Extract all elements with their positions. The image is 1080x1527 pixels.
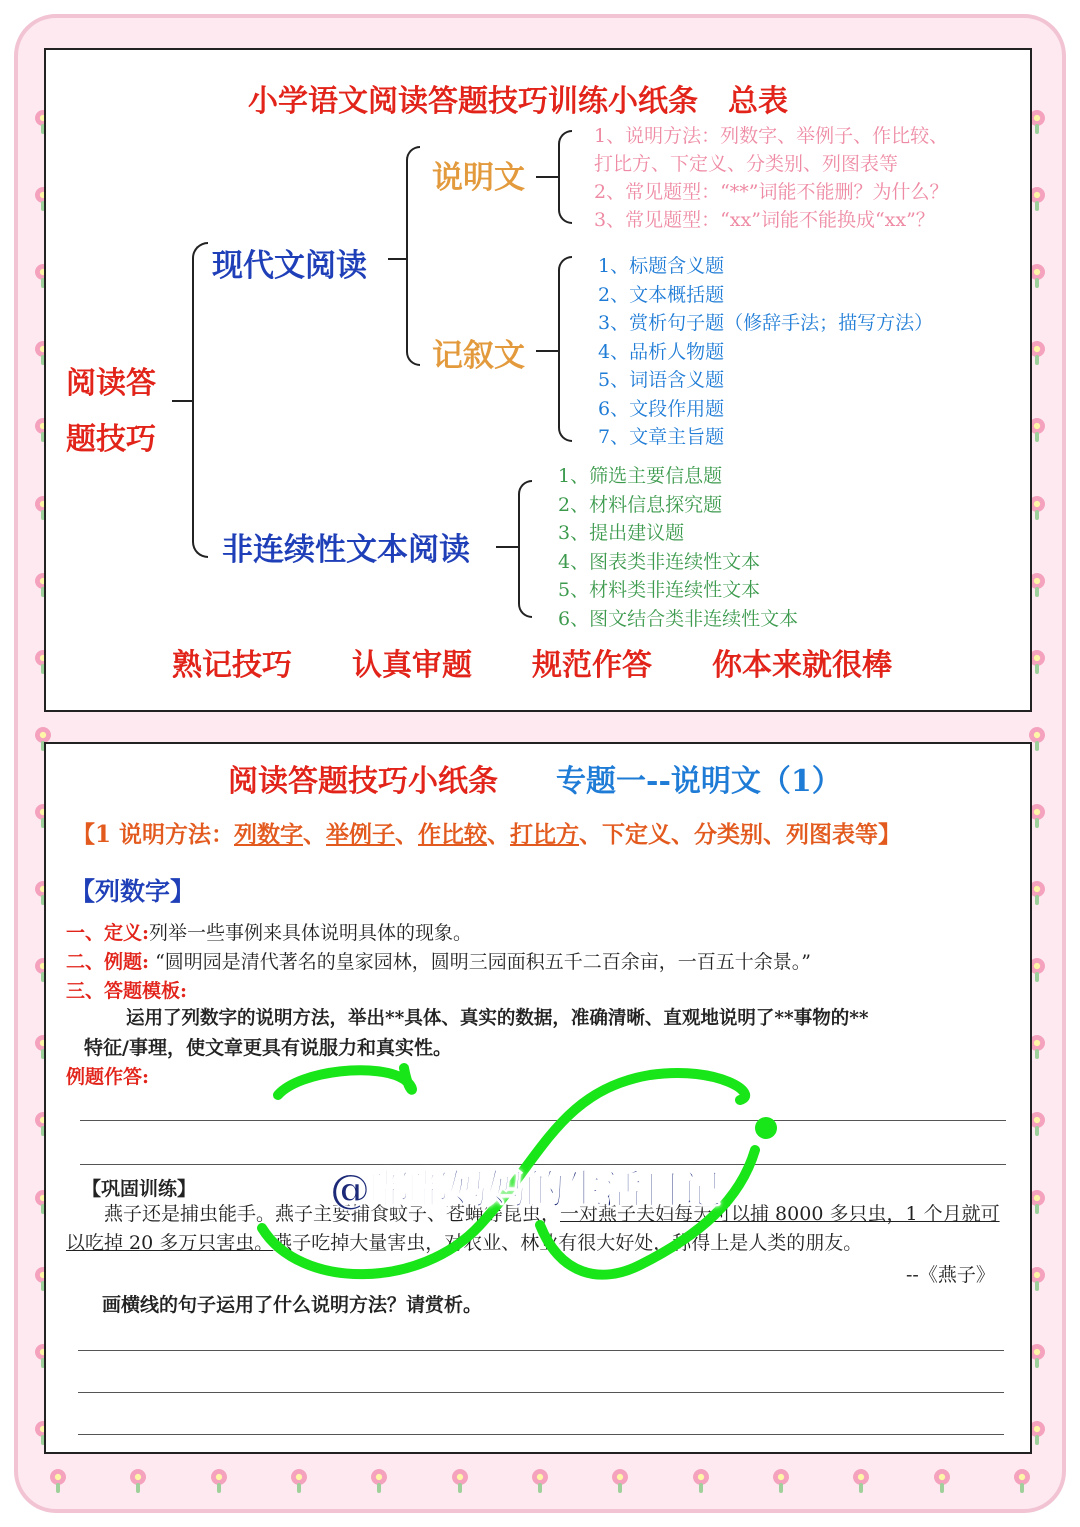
list-item: 1、说明方法：列数字、举例子、作比较、 (594, 125, 949, 147)
example-text: “圆明园是清代著名的皇家园林，圆明三园面积五千二百余亩，一百五十余景。” (155, 951, 811, 973)
root-line: 题技巧 (66, 422, 156, 457)
source-citation: --《燕子》 (906, 1264, 995, 1286)
list-item: 3、赏析句子题（修辞手法；描写方法） (598, 312, 934, 334)
list-item: 7、文章主旨题 (598, 426, 725, 448)
summary-title: 小学语文阅读答题技巧训练小纸条 总表 (248, 84, 788, 119)
practice-title: 【巩固训练】 (82, 1178, 197, 1200)
section-heading: 【列数字】 (70, 877, 196, 906)
slogan: 熟记技巧 (172, 648, 292, 683)
list-item: 1、筛选主要信息题 (558, 465, 723, 487)
noncontinuous-node: 非连续性文本阅读 (222, 532, 470, 568)
expository-node: 说明文 (432, 160, 525, 196)
practice-text: 燕子还是捕虫能手。燕子主要捕食蚊子、苍蝇等昆虫， (104, 1203, 561, 1225)
definition-text: 列举一些事例来具体说明具体的现象。 (149, 922, 473, 944)
definition-label: 一、定义: (66, 922, 150, 944)
template-line: 运用了列数字的说明方法，举出**具体、真实的数据，准确清晰、直观地说明了**事物的** (126, 1008, 869, 1029)
list-item: 6、图文结合类非连续性文本 (558, 607, 799, 630)
slogan: 规范作答 (532, 648, 652, 683)
list-item: 2、常见题型：“**”词能不能删？为什么？ (594, 181, 949, 203)
method: 举例子 (326, 821, 396, 848)
list-item: 3、常见题型：“xx”词能不能换成“xx”？ (594, 209, 935, 231)
example-label: 二、例题: (66, 951, 150, 973)
scribble-stroke (278, 1068, 412, 1095)
topic-subtitle: 专题一--说明文（1） (556, 764, 842, 799)
topic-title: 阅读答题技巧小纸条 (228, 764, 498, 799)
method: 作比较 (418, 821, 488, 848)
list-item: 5、词语含义题 (598, 369, 725, 391)
template-label: 三、答题模板: (66, 980, 188, 1002)
list-item: 5、材料类非连续性文本 (558, 579, 761, 601)
underlined-sentence: 一对燕子夫妇每天可以捕 8000 多只虫，1 个月就可以吃掉 20 多万只害虫。 (66, 1203, 1000, 1254)
answer-label: 例题作答: (66, 1066, 150, 1088)
separator: 、 (303, 821, 327, 848)
list-item: 2、文本概括题 (598, 283, 725, 306)
method: 打比方 (510, 821, 580, 848)
separator: 、 (487, 821, 511, 848)
separator: 、 (395, 821, 419, 848)
list-item: 4、品析人物题 (598, 340, 725, 363)
practice-text: 燕子吃掉大量害虫，对农业、林业有很大好处，称得上是人类的朋友。 (273, 1232, 863, 1254)
list-item: 3、提出建议题 (558, 522, 685, 544)
list-item: 打比方、下定义、分类别、列图表等 (594, 153, 899, 175)
slogan: 你本来就很棒 (712, 648, 892, 683)
list-item: 2、材料信息探究题 (558, 493, 723, 516)
modern-reading-node: 现代文阅读 (212, 248, 367, 284)
template-line: 特征/事理，使文章更具有说服力和真实性。 (84, 1037, 452, 1059)
practice-question: 画横线的句子运用了什么说明方法？请赏析。 (102, 1294, 483, 1316)
slogan: 认真审题 (352, 648, 472, 683)
root-line: 阅读答 (66, 366, 156, 401)
list-item: 4、图表类非连续性文本 (558, 550, 761, 573)
methods-prefix: 【1 说明方法： (72, 821, 235, 848)
list-item: 1、标题含义题 (598, 255, 725, 277)
method: 列数字 (234, 821, 304, 848)
scribble-dot (755, 1117, 777, 1139)
watermark: @嘟嘟妈妈的生活日记 (330, 1166, 720, 1213)
methods-suffix: 、下定义、分类别、列图表等】 (579, 821, 902, 848)
list-item: 6、文段作用题 (598, 397, 725, 420)
narrative-node: 记叙文 (432, 338, 525, 374)
